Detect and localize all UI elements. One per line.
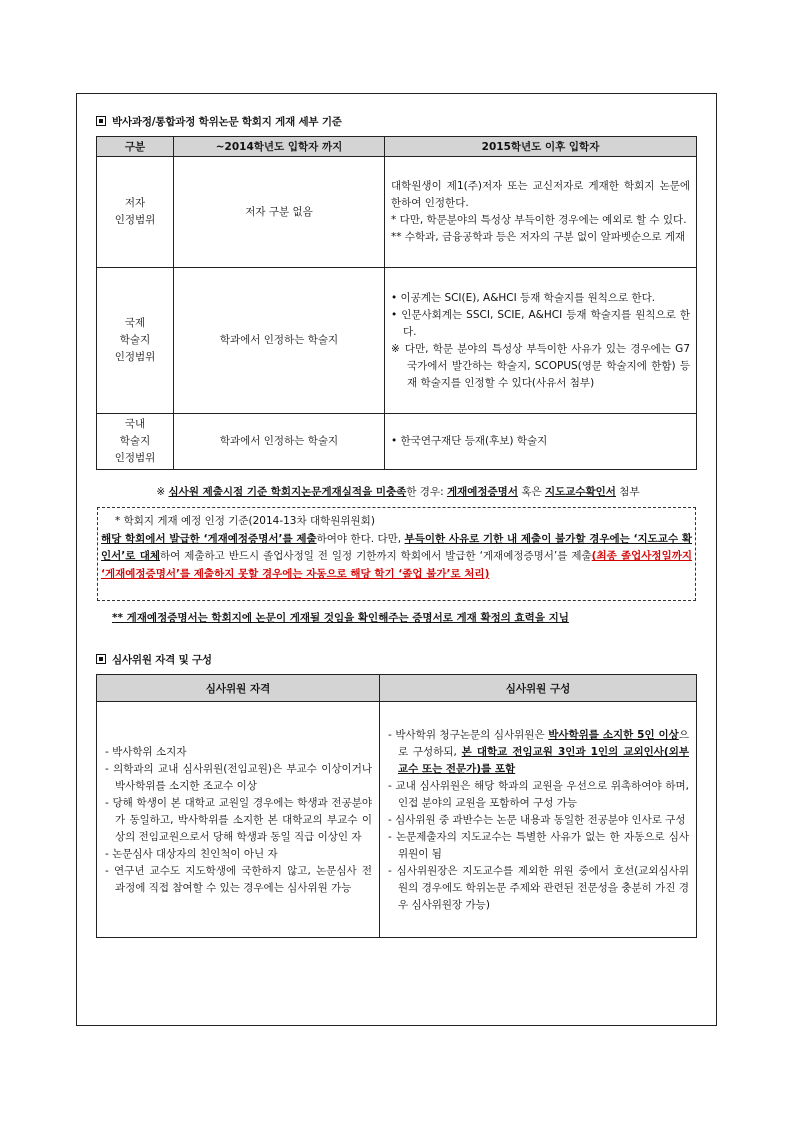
row-label — [97, 268, 174, 414]
row-label-line: 저자 — [124, 197, 146, 209]
table-row — [97, 702, 697, 938]
row-label-line: 국내 — [124, 418, 146, 430]
box-heading: * 학회지 게재 예정 인정 기준(2014-13차 대학원위원회) — [115, 515, 375, 527]
list-item — [388, 727, 689, 778]
row-label-line: 인정범위 — [114, 452, 156, 464]
table-row — [97, 414, 697, 470]
cell-before-2014: 학과에서 인정하는 학술지 — [174, 414, 385, 470]
box-emphasis: 해당 학회에서 발급한 ‘게재예정증명서’를 제출 — [101, 532, 317, 545]
header-category: 구분 — [97, 137, 174, 157]
section1-title — [96, 114, 342, 129]
composition-cell — [380, 702, 697, 938]
list-item: - 박사학위 소지자 — [105, 746, 187, 758]
paragraph: ※ 다만, 학문 분야의 특성상 부득이한 사유가 있는 경우에는 G7 국가에서 발간하는 학술지, SCOPUS(영문 학술지에 한함) 등재 학술지를 인정할 수 있다(사유서 첨부) — [391, 342, 690, 389]
note-text: 첨부 — [615, 486, 640, 498]
note-text: 한 경우: — [406, 486, 447, 498]
paragraph: • 이공계는 SCI(E), A&HCI 등재 학술지를 원칙으로 한다. — [391, 291, 656, 304]
note-emphasis: 심사원 제출시점 기준 학회지논문게재실적을 미충족 — [168, 486, 407, 498]
list-item: - 의학과의 교내 심사위원(전임교원)은 부교수 이상이거나 박사학위를 소지한 조교수 이상 — [105, 763, 372, 792]
box-text: 하여야 한다. 다만, — [316, 532, 405, 545]
header-composition: 심사위원 구성 — [380, 675, 697, 702]
criteria-header-row — [97, 137, 697, 157]
criteria-table — [96, 136, 697, 470]
section1-title-text: 박사과정/통합과정 학위논문 학회지 게재 세부 기준 — [112, 116, 342, 128]
list-item: - 심사위원 중 과반수는 논문 내용과 동일한 전공분야 인사로 구성 — [388, 814, 686, 826]
list-text: 으로 구성하되, — [398, 729, 689, 758]
note-text: ※ — [156, 486, 169, 498]
list-item: - 심사위원장은 지도교수를 제외한 위원 중에서 호선(교외심사위원의 경우에도 학위논문 주제와 관련된 전문성을 충분히 가진 경우 심사위원장 가능) — [388, 865, 689, 911]
header-before-2014: ~2014학년도 입학자 까지 — [174, 137, 385, 157]
box-emphasis: 부득이한 사유로 기한 내 제출이 불가할 경우에는 ‘지도교수 확인서’로 대체 — [101, 532, 692, 562]
list-item: - 논문심사 대상자의 친인척이 아닌 자 — [105, 848, 278, 860]
square-bullet-icon — [96, 116, 106, 126]
row-label-line: 학술지 — [119, 435, 151, 447]
cell-after-2015 — [385, 268, 697, 414]
header-qualification: 심사위원 자격 — [97, 675, 380, 702]
note-emphasis: 지도교수확인서 — [544, 486, 616, 498]
paragraph: • 한국연구재단 등재(후보) 학술지 — [391, 435, 548, 447]
list-item: - 연구년 교수도 지도학생에 국한하지 않고, 논문심사 전 과정에 직접 참여할 수 있는 경우에는 심사위원 가능 — [105, 865, 372, 894]
square-bullet-icon — [96, 654, 106, 664]
cell-before-2014: 저자 구분 없음 — [174, 157, 385, 268]
committee-header-row — [97, 675, 697, 702]
paragraph: 대학원생이 제1(주)저자 또는 교신저자로 게재한 학회지 논문에 한하여 인정한다. — [391, 180, 690, 209]
list-emphasis: 본 대학교 전임교원 3인과 1인의 교외인사(외부교수 또는 전문가)를 포함 — [398, 746, 689, 775]
committee-table — [96, 674, 697, 938]
table-row — [97, 268, 697, 414]
row-label-line: 학술지 — [119, 334, 151, 346]
cell-after-2015 — [385, 414, 697, 470]
paragraph: • 인문사회계는 SSCI, SCIE, A&HCI 등재 학술지를 원칙으로 한다. — [391, 308, 690, 338]
paragraph: ** 수학과, 금융공학과 등은 저자의 구분 없이 알파벳순으로 게재 — [391, 231, 686, 243]
submission-note — [100, 484, 696, 499]
row-label-line: 인정범위 — [114, 214, 156, 226]
box-body — [101, 531, 692, 584]
publication-criteria-box — [97, 507, 696, 601]
list-item: - 당해 학생이 본 대학교 교원일 경우에는 학생과 전공분야가 동일하고, 박사학위를 소지한 본 대학교의 부교수 이상의 전임교원으로서 당해 학생과 동일 직급 이상인 자 — [105, 797, 372, 843]
list-item: - 교내 심사위원은 해당 학과의 교원을 우선으로 위촉하여야 하며, 인접 분야의 교원을 포함하여 구성 가능 — [388, 780, 689, 809]
list-text: - 박사학위 청구논문의 심사위원은 — [388, 729, 549, 741]
note-text: 혹은 — [517, 486, 545, 498]
note-emphasis: 게재예정증명서 — [446, 486, 518, 498]
row-label-line: 인정범위 — [114, 351, 156, 363]
cell-before-2014: 학과에서 인정하는 학술지 — [174, 268, 385, 414]
row-label — [97, 414, 174, 470]
table-row — [97, 157, 697, 268]
cell-after-2015 — [385, 157, 697, 268]
qualification-cell — [97, 702, 380, 938]
list-item: - 논문제출자의 지도교수는 특별한 사유가 없는 한 자동으로 심사위원이 됨 — [388, 831, 689, 860]
row-label-line: 국제 — [124, 317, 146, 329]
row-label — [97, 157, 174, 268]
paragraph: * 다만, 학문분야의 특성상 부득이한 경우에는 예외로 할 수 있다. — [391, 214, 687, 226]
section2-title — [96, 652, 212, 667]
section2-title-text: 심사위원 자격 및 구성 — [112, 654, 212, 666]
box-text: 하여 제출하고 반드시 졸업사정일 전 일정 기한까지 학회에서 발급한 ‘게재예정증명서’를 제출 — [159, 550, 592, 562]
box-warning: (최종 졸업사정일까지 ‘게재예정증명서’를 제출하지 못할 경우에는 자동으로 해당 학기 ‘졸업 불가’로 처리) — [101, 550, 692, 580]
certificate-note: ** 게재예정증명서는 학회지에 논문이 게재될 것임을 확인해주는 증명서로 게재 확정의 효력을 지님 — [112, 612, 569, 624]
header-after-2015: 2015학년도 이후 입학자 — [385, 137, 697, 157]
list-emphasis: 박사학위를 소지한 5인 이상 — [548, 729, 679, 741]
